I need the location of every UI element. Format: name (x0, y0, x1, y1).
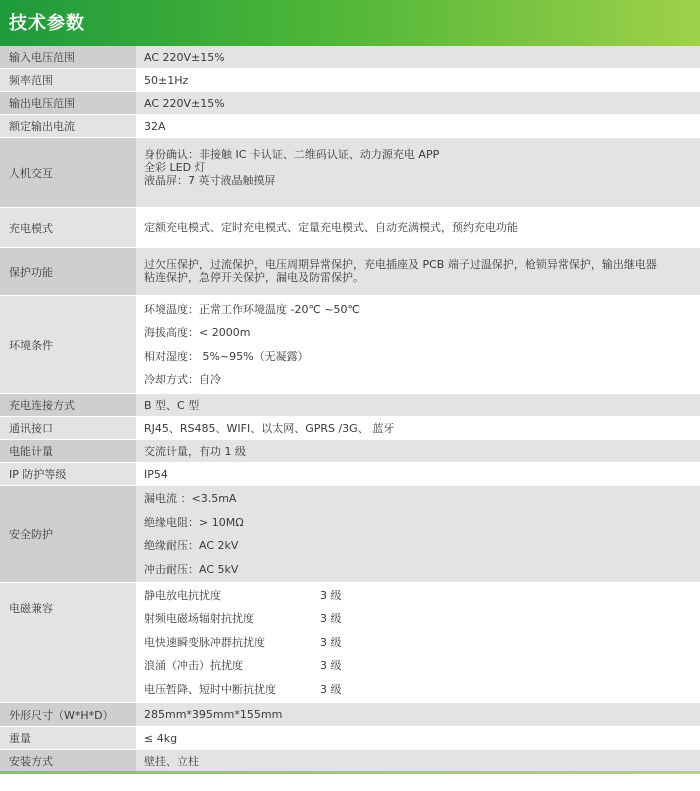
spec-label: 人机交互 (0, 138, 136, 207)
spec-row-emc (0, 583, 700, 703)
spec-value: ≤ 4kg (144, 731, 178, 745)
spec-label: 充电连接方式 (0, 394, 136, 416)
spec-label: 频率范围 (0, 69, 136, 91)
emc-item-level: 3 级 (320, 659, 342, 673)
emc-item (144, 607, 694, 631)
emc-item-name: 射频电磁场辐射抗扰度 (144, 612, 254, 626)
emc-item-level: 3 级 (320, 635, 342, 649)
emc-item-level: 3 级 (320, 588, 342, 602)
emc-item-name: 电压暂降、短时中断抗扰度 (144, 682, 276, 696)
spec-value: 285mm*395mm*155mm (144, 708, 283, 721)
spec-value: 壁挂、立柱 (144, 754, 199, 768)
spec-row-charging-mode (0, 208, 700, 248)
spec-row-frequency (0, 69, 700, 92)
spec-value: 海拔高度：< 2000m (144, 326, 251, 339)
spec-label: IP 防护等级 (0, 463, 136, 485)
spec-value: 交流计量，有功 1 级 (144, 444, 246, 458)
emc-item-name: 静电放电抗扰度 (144, 588, 221, 602)
spec-label: 电磁兼容 (0, 583, 136, 702)
emc-item-name: 电快速瞬变脉冲群抗扰度 (144, 635, 265, 649)
spec-value: 环境温度：正常工作环境温度 -20℃ ~50℃ (144, 302, 360, 316)
spec-value: 漏电流 ：<3.5mA (144, 492, 237, 505)
spec-label: 保护功能 (0, 248, 136, 295)
spec-value: 冲击耐压：AC 5kV (144, 562, 239, 576)
spec-value: IP54 (144, 467, 168, 481)
spec-row-installation (0, 750, 700, 773)
spec-table (0, 46, 700, 773)
spec-value: 定额充电模式、定时充电模式、定量充电模式、自动充满模式，预约充电功能 (144, 221, 518, 234)
spec-label: 输入电压范围 (0, 46, 136, 68)
spec-value: 过欠压保护，过流保护，电压周期异常保护，充电插座及 PCB 端子过温保护，枪锁异常保护，输出继电器 (144, 258, 657, 271)
spec-row-hmi (0, 138, 700, 208)
spec-label: 额定输出电流 (0, 115, 136, 137)
emc-item (144, 654, 694, 678)
spec-label: 通讯接口 (0, 417, 136, 439)
spec-value: 绝缘电阻：> 10MΩ (144, 515, 244, 529)
emc-item-level: 3 级 (320, 612, 342, 626)
spec-value: B 型、C 型 (144, 398, 200, 412)
spec-value: 绝缘耐压：AC 2kV (144, 539, 239, 552)
spec-value: 全彩 LED 灯 (144, 161, 206, 174)
spec-value: AC 220V±15% (144, 96, 225, 110)
spec-row-weight (0, 727, 700, 750)
spec-row-ip-rating (0, 463, 700, 486)
spec-value: RJ45、RS485、WIFI、以太网、GPRS /3G、 蓝牙 (144, 421, 395, 435)
spec-row-metering (0, 440, 700, 463)
spec-value: 50±1Hz (144, 73, 189, 87)
spec-label: 输出电压范围 (0, 92, 136, 114)
emc-item (144, 678, 694, 702)
section-header (0, 0, 700, 46)
footer-bar (0, 771, 700, 774)
spec-value: 液晶屏：7 英寸液晶触摸屏 (144, 174, 276, 187)
spec-value: AC 220V±15% (144, 50, 225, 64)
emc-item-level: 3 级 (320, 682, 342, 696)
spec-value: 冷却方式：自冷 (144, 373, 221, 386)
spec-row-output-voltage (0, 92, 700, 115)
spec-row-dimensions (0, 703, 700, 727)
spec-label: 重量 (0, 727, 136, 749)
spec-label: 外形尺寸（W*H*D） (0, 703, 136, 726)
spec-value: 身份确认：非接触 IC 卡认证、二维码认证、动力源充电 APP (144, 148, 440, 161)
spec-row-rated-current (0, 115, 700, 138)
spec-label: 电能计量 (0, 440, 136, 462)
spec-label: 安装方式 (0, 750, 136, 772)
emc-item-name: 浪涌（冲击）抗扰度 (144, 659, 243, 673)
spec-label: 充电模式 (0, 208, 136, 247)
spec-label: 环境条件 (0, 296, 136, 393)
spec-value: 32A (144, 119, 166, 133)
spec-label: 安全防护 (0, 486, 136, 582)
spec-row-input-voltage (0, 46, 700, 69)
spec-value: 相对湿度： 5%~95%（无凝露） (144, 349, 309, 363)
emc-item (144, 631, 694, 655)
spec-row-connection (0, 394, 700, 417)
section-title: 技术参数 (9, 13, 85, 34)
spec-row-environment (0, 296, 700, 394)
spec-value: 粘连保护，急停开关保护，漏电及防雷保护。 (144, 271, 364, 284)
spec-row-safety (0, 486, 700, 583)
spec-row-protection (0, 248, 700, 296)
spec-row-communication (0, 417, 700, 440)
emc-item (144, 584, 694, 608)
